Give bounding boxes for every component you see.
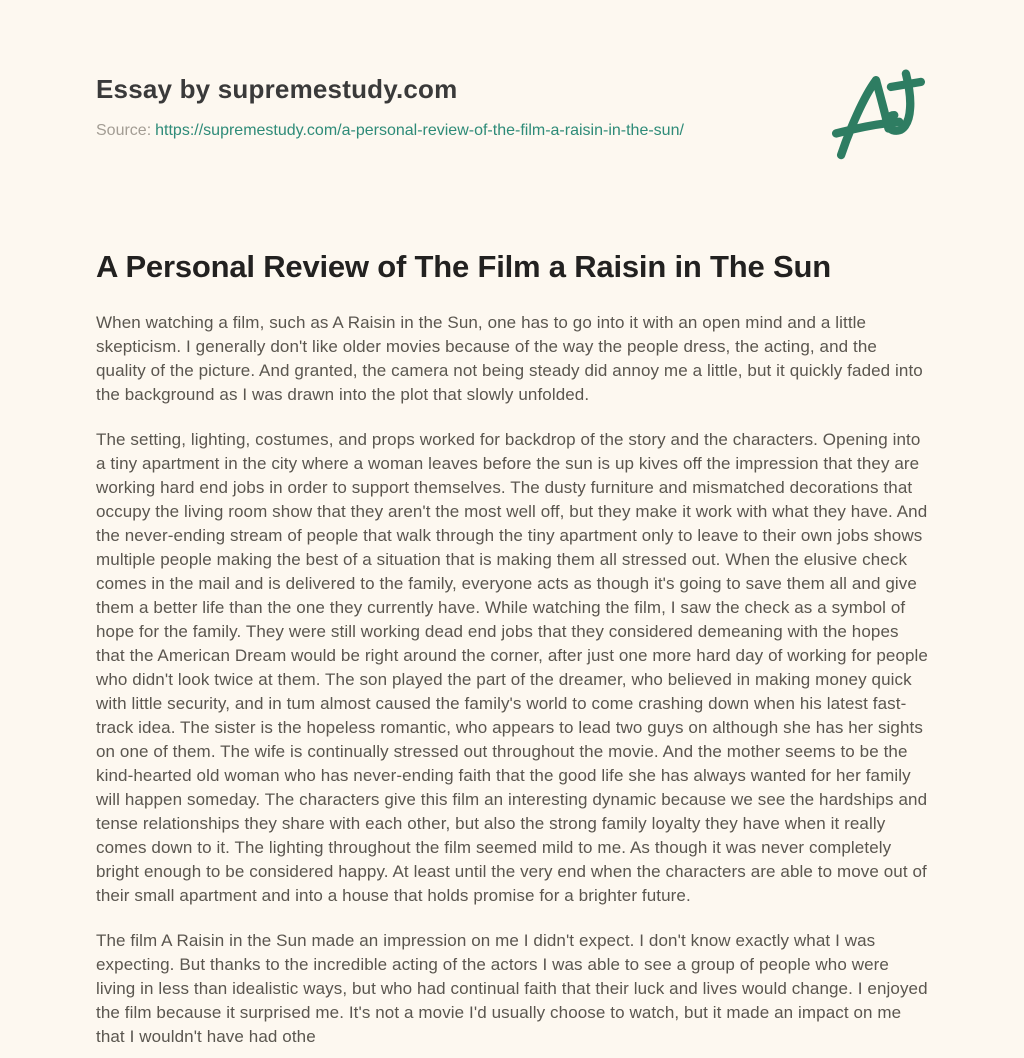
article-title: A Personal Review of The Film a Raisin in The Sun: [96, 249, 831, 284]
a-plus-logo-icon: [826, 62, 926, 170]
source-label: Source:: [96, 122, 152, 139]
site-title: Essay by supremestudy.com: [96, 74, 458, 104]
source-line: [96, 122, 928, 140]
document-header: [96, 74, 928, 140]
article-paragraph-3: The film A Raisin in the Sun made an impression on me I didn't expect. I don't know exactly what I was expecting. But thanks to the incredible acting of the actors I was able to see a group of people who were living in less than idealistic ways, but who had continual faith that their luck and lives would change. I enjoyed the film because it surprised me. It's not a movie I'd usually choose to watch, but it made an impact on me that I wouldn't have had othe: [96, 930, 928, 1046]
article-paragraph-1: When watching a film, such as A Raisin in the Sun, one has to go into it with an open mind and a little skepticism. I generally don't like older movies because of the way the people dress, the acting, and the quality of the picture. And granted, the camera not being steady did annoy me a little, but it quickly faded into the background as I was drawn into the plot that slowly unfolded.: [96, 312, 923, 404]
article-paragraph-2: The setting, lighting, costumes, and props worked for backdrop of the story and the characters. Opening into a tiny apartment in the city where a woman leaves before the sun is up kives off the impression that they are working hard end jobs in order to support themselves. The dusty furniture and mismatched decorations that occupy the living room show that they aren't the most well off, but they make it work with what they have. And the never-ending stream of people that walk through the tiny apartment only to leave to their own jobs shows multiple people making the best of a situation that is making them all stressed out. When the elusive check comes in the mail and is delivered to the family, everyone acts as though it's going to save them all and give them a better life than the one they currently have. While watching the film, I saw the check as a symbol of hope for the family. They were still working dead end jobs that they considered demeaning with the hopes that the American Dream would be right around the corner, after just one more hard day of working for people who didn't look twice at them. The son played the part of the dreamer, who believed in making money quick with little security, and in tum almost caused the family's world to come crashing down when his latest fast-track idea. The sister is the hopeless romantic, who appears to lead two guys on although she has her sights on one of them. The wife is continually stressed out throughout the movie. And the mother seems to be the kind-hearted old woman who has never-ending faith that the good life she has always wanted for her family will happen someday. The characters give this film an interesting dynamic because we see the hardships and tense relationships they share with each other, but also the strong family loyalty they have when it really comes down to it. The lighting throughout the film seemed mild to me. As though it was never completely bright enough to be considered happy. At least until the very end when the characters are able to move out of their small apartment and into a house that holds promise for a brighter future.: [96, 429, 928, 905]
article-body: [96, 311, 928, 1049]
source-url-link[interactable]: https://supremestudy.com/a-personal-review-of-the-film-a-raisin-in-the-sun/: [155, 122, 684, 139]
